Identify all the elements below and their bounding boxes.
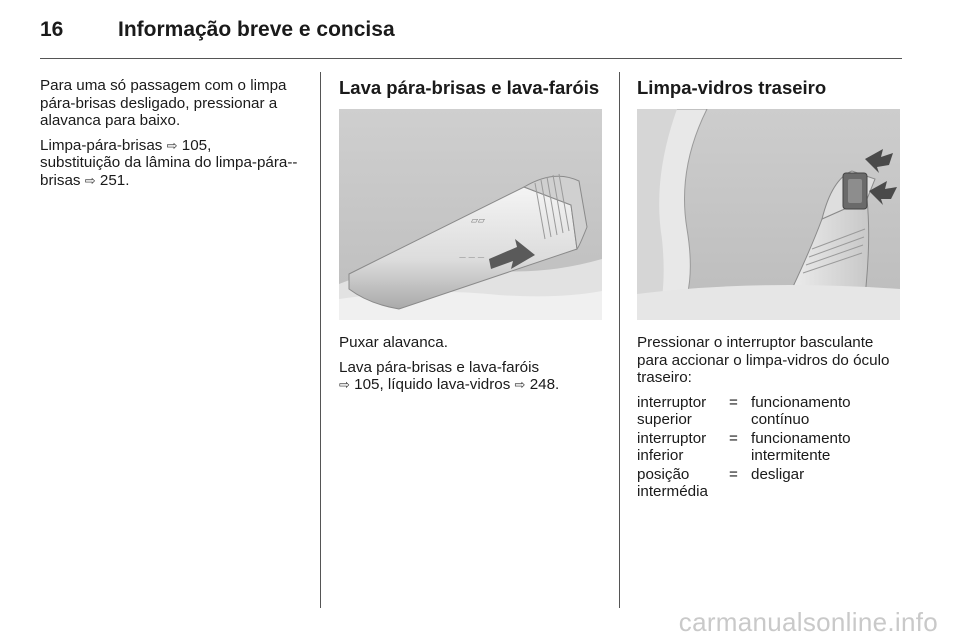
page-ref-icon: ⇨ [339, 377, 350, 392]
table-row: interruptor inferior = funcionamento intermitente [637, 429, 851, 464]
column-2 [339, 77, 604, 401]
column-1 [40, 77, 312, 196]
section-heading-rear-wiper: Limpa-vidros traseiro [637, 77, 827, 98]
column-divider-1 [320, 72, 321, 608]
svg-text:— — —: — — — [459, 253, 485, 261]
page-title: Informação breve e concisa [118, 18, 395, 41]
col1-paragraph-2: Limpa-pára-brisas ⇨ 105, substituição da lâmina do limpa-pára--brisas ⇨ 251. [40, 136, 298, 189]
header-rule [40, 58, 902, 59]
col2-paragraph-1: Puxar alavanca. [339, 334, 448, 351]
page-ref-icon: ⇨ [84, 172, 96, 188]
col1-paragraph-1: Para uma só passagem com o limpa pára-brisas desligado, pressionar a alavanca para baixo. [40, 77, 287, 129]
svg-text:▱▱: ▱▱ [471, 216, 485, 226]
page-ref-icon: ⇨ [514, 377, 526, 392]
section-heading-washer: Lava pára-brisas e lava-faróis [339, 77, 600, 98]
watermark: carmanualsonline.info [678, 607, 938, 637]
table-row: posição intermédia = desligar [637, 465, 805, 500]
page-ref-icon: ⇨ [166, 137, 178, 153]
rear-wiper-switch-illustration [637, 109, 900, 320]
column-divider-2 [619, 72, 620, 608]
col3-paragraph-1: Pressionar o interruptor basculante para accionar o limpa-vidros do óculo traseiro: [637, 334, 890, 386]
rear-wiper-switch-table [637, 394, 903, 502]
table-row: interruptor superior = funcionamento contínuo [637, 393, 851, 428]
wiper-stalk-pull-illustration [339, 109, 602, 320]
column-3 [637, 77, 903, 502]
col2-paragraph-2: Lava pára-brisas e lava-faróis ⇨ 105, líquido lava-vidros ⇨ 248. [339, 358, 560, 393]
page-number: 16 [40, 18, 64, 41]
